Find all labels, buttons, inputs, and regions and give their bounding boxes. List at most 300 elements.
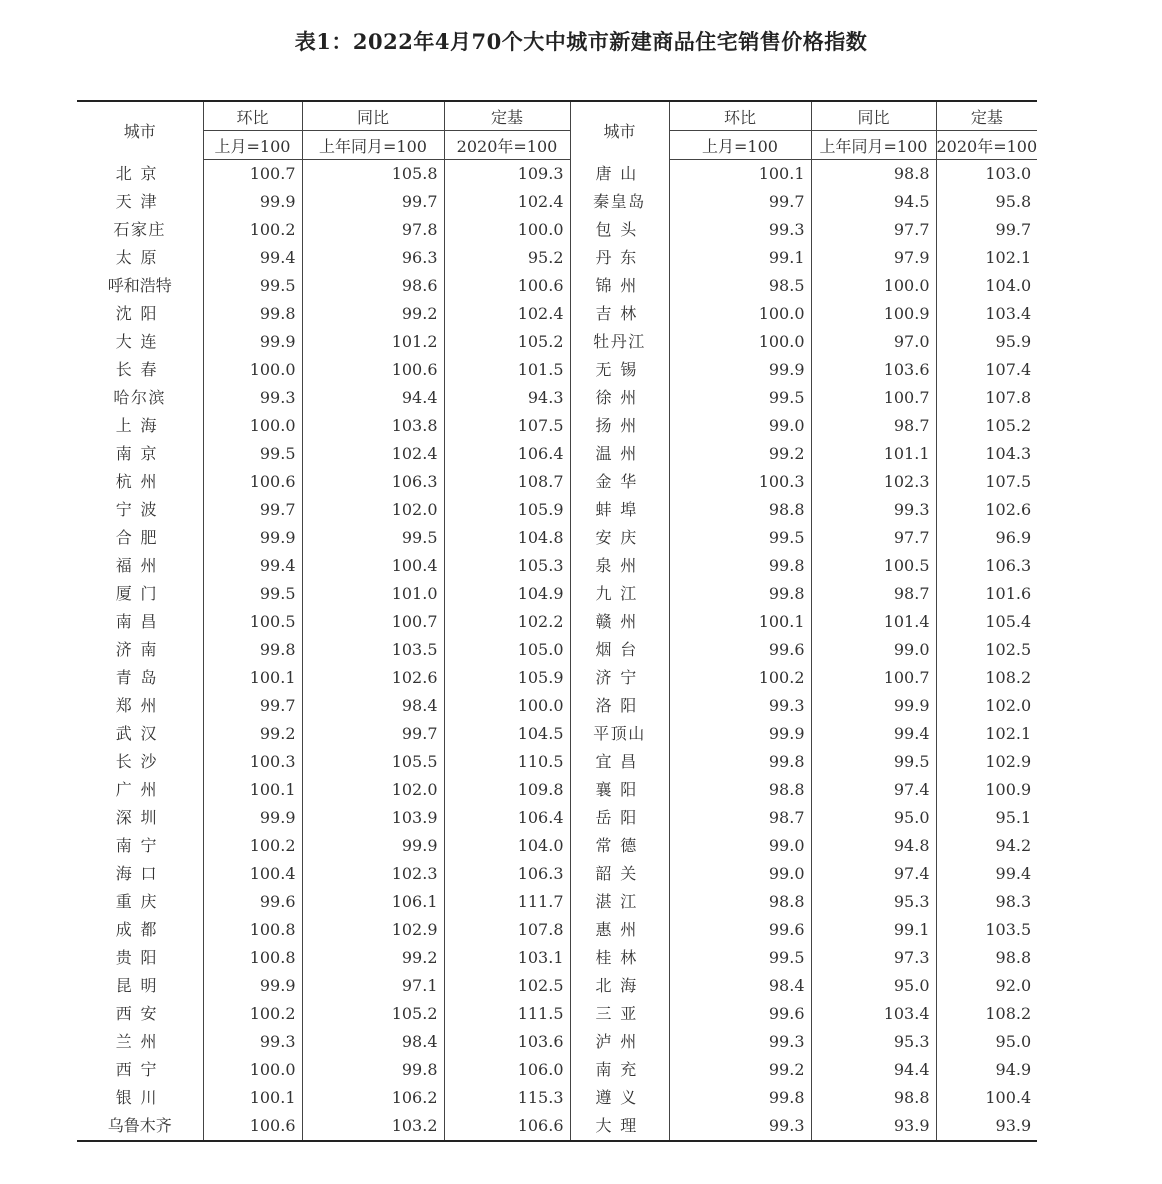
base-cell-right: 102.5 bbox=[985, 640, 1032, 659]
yoy-cell-left: 99.8 bbox=[302, 1056, 444, 1084]
yoy-cell-right: 100.7 bbox=[811, 384, 936, 412]
mom-cell-right: 99.0 bbox=[669, 412, 811, 440]
base-cell-right: 95.9 bbox=[995, 332, 1032, 351]
city-cell-left: 南宁 bbox=[77, 832, 203, 860]
yoy-cell-left: 106.2 bbox=[302, 1084, 444, 1112]
table-row bbox=[77, 636, 1037, 664]
base-cell-left: 107.5 bbox=[444, 412, 570, 440]
mom-cell-left: 100.5 bbox=[203, 608, 302, 636]
table-row bbox=[77, 160, 1037, 189]
yoy-cell-right: 97.7 bbox=[811, 216, 936, 244]
table-row bbox=[77, 524, 1037, 552]
yoy-cell-right: 95.0 bbox=[811, 804, 936, 832]
table-row bbox=[77, 1000, 1037, 1028]
base-cell-left: 100.6 bbox=[444, 272, 570, 300]
mom-cell-right: 99.2 bbox=[669, 1056, 811, 1084]
table-row bbox=[77, 860, 1037, 888]
base-cell-left: 107.8 bbox=[444, 916, 570, 944]
city-cell-left: 重庆 bbox=[77, 888, 203, 916]
base-cell-left: 105.9 bbox=[444, 664, 570, 692]
mom-cell-left: 100.7 bbox=[203, 160, 302, 189]
mom-cell-right: 99.2 bbox=[669, 440, 811, 468]
city-cell-left: 天津 bbox=[77, 188, 203, 216]
table-row bbox=[77, 552, 1037, 580]
city-cell-right: 锦州 bbox=[570, 272, 669, 300]
city-cell-left: 海口 bbox=[77, 860, 203, 888]
city-cell-left: 武汉 bbox=[77, 720, 203, 748]
mom-cell-left: 100.0 bbox=[203, 356, 302, 384]
mom-cell-left: 100.8 bbox=[203, 944, 302, 972]
city-cell-left: 济南 bbox=[77, 636, 203, 664]
mom-cell-right: 98.7 bbox=[669, 804, 811, 832]
yoy-cell-left: 100.7 bbox=[302, 608, 444, 636]
base-cell-right: 96.9 bbox=[995, 528, 1032, 547]
mom-cell-left: 100.1 bbox=[203, 664, 302, 692]
yoy-cell-left: 103.8 bbox=[302, 412, 444, 440]
base-cell-right: 95.0 bbox=[995, 1032, 1032, 1051]
base-cell-left: 104.8 bbox=[444, 524, 570, 552]
city-cell-right: 平顶山 bbox=[570, 720, 669, 748]
mom-cell-left: 99.5 bbox=[203, 440, 302, 468]
city-cell-right: 金华 bbox=[570, 468, 669, 496]
base-cell-left: 110.5 bbox=[444, 748, 570, 776]
base-cell-right: 95.8 bbox=[995, 192, 1032, 211]
yoy-cell-left: 101.0 bbox=[302, 580, 444, 608]
header-yoy-left: 同比 bbox=[302, 101, 444, 131]
yoy-cell-left: 103.2 bbox=[302, 1112, 444, 1141]
base-cell-right: 102.6 bbox=[985, 500, 1032, 519]
table-row bbox=[77, 1112, 1037, 1141]
base-cell-right: 95.1 bbox=[995, 808, 1032, 827]
table-row bbox=[77, 664, 1037, 692]
base-cell-right: 99.7 bbox=[995, 220, 1032, 239]
base-cell-left: 104.5 bbox=[444, 720, 570, 748]
city-cell-right: 南充 bbox=[570, 1056, 669, 1084]
yoy-cell-right: 97.0 bbox=[811, 328, 936, 356]
yoy-cell-left: 99.7 bbox=[302, 720, 444, 748]
mom-cell-right: 100.1 bbox=[669, 160, 811, 189]
city-cell-right: 桂林 bbox=[570, 944, 669, 972]
yoy-cell-right: 94.4 bbox=[811, 1056, 936, 1084]
yoy-cell-left: 106.1 bbox=[302, 888, 444, 916]
mom-cell-right: 99.8 bbox=[669, 580, 811, 608]
base-cell-left: 115.3 bbox=[444, 1084, 570, 1112]
city-cell-left: 广州 bbox=[77, 776, 203, 804]
yoy-cell-left: 102.4 bbox=[302, 440, 444, 468]
table-row bbox=[77, 1028, 1037, 1056]
mom-cell-left: 99.9 bbox=[203, 188, 302, 216]
yoy-cell-right: 95.3 bbox=[811, 888, 936, 916]
table-title: 表1：2022年4月70个大中城市新建商品住宅销售价格指数 bbox=[294, 29, 868, 54]
base-cell-right: 102.1 bbox=[985, 248, 1032, 267]
mom-cell-left: 99.6 bbox=[203, 888, 302, 916]
mom-cell-left: 100.8 bbox=[203, 916, 302, 944]
city-cell-right: 温州 bbox=[570, 440, 669, 468]
yoy-cell-left: 96.3 bbox=[302, 244, 444, 272]
table-row bbox=[77, 916, 1037, 944]
mom-cell-left: 99.9 bbox=[203, 524, 302, 552]
city-cell-right: 安庆 bbox=[570, 524, 669, 552]
table-row bbox=[77, 300, 1037, 328]
yoy-cell-left: 102.9 bbox=[302, 916, 444, 944]
base-cell-right: 102.9 bbox=[985, 752, 1032, 771]
city-cell-left: 南京 bbox=[77, 440, 203, 468]
base-cell-right: 94.2 bbox=[995, 836, 1032, 855]
table-row bbox=[77, 496, 1037, 524]
mom-cell-right: 99.3 bbox=[669, 692, 811, 720]
base-cell-right: 104.0 bbox=[985, 276, 1032, 295]
yoy-cell-left: 102.3 bbox=[302, 860, 444, 888]
city-cell-left: 乌鲁木齐 bbox=[77, 1112, 203, 1141]
base-cell-left: 103.6 bbox=[444, 1028, 570, 1056]
city-cell-left: 上海 bbox=[77, 412, 203, 440]
city-cell-left: 石家庄 bbox=[77, 216, 203, 244]
city-cell-right: 无锡 bbox=[570, 356, 669, 384]
base-cell-right: 93.9 bbox=[936, 1112, 1037, 1141]
yoy-cell-left: 103.9 bbox=[302, 804, 444, 832]
yoy-cell-left: 98.4 bbox=[302, 1028, 444, 1056]
yoy-cell-right: 94.8 bbox=[811, 832, 936, 860]
base-cell-right: 100.9 bbox=[985, 780, 1032, 799]
table-row bbox=[77, 244, 1037, 272]
mom-cell-right: 99.5 bbox=[669, 944, 811, 972]
yoy-cell-right: 98.7 bbox=[811, 412, 936, 440]
base-cell-left: 108.7 bbox=[444, 468, 570, 496]
city-cell-right: 大理 bbox=[570, 1112, 669, 1141]
city-cell-left: 成都 bbox=[77, 916, 203, 944]
yoy-cell-right: 103.6 bbox=[811, 356, 936, 384]
base-cell-left: 105.0 bbox=[444, 636, 570, 664]
yoy-cell-right: 101.1 bbox=[811, 440, 936, 468]
header-city-right: 城市 bbox=[570, 101, 669, 160]
mom-cell-right: 99.6 bbox=[669, 636, 811, 664]
base-cell-left: 95.2 bbox=[444, 244, 570, 272]
yoy-cell-left: 99.9 bbox=[302, 832, 444, 860]
yoy-cell-right: 97.4 bbox=[811, 776, 936, 804]
table-row bbox=[77, 776, 1037, 804]
mom-cell-left: 100.0 bbox=[203, 412, 302, 440]
base-cell-left: 106.4 bbox=[444, 440, 570, 468]
city-cell-left: 兰州 bbox=[77, 1028, 203, 1056]
price-index-table bbox=[77, 100, 1037, 1142]
city-cell-right: 遵义 bbox=[570, 1084, 669, 1112]
mom-cell-right: 99.3 bbox=[669, 1112, 811, 1141]
base-cell-right: 98.3 bbox=[995, 892, 1032, 911]
yoy-cell-right: 95.0 bbox=[811, 972, 936, 1000]
city-cell-right: 泉州 bbox=[570, 552, 669, 580]
city-cell-right: 宜昌 bbox=[570, 748, 669, 776]
city-cell-right: 吉林 bbox=[570, 300, 669, 328]
yoy-cell-left: 106.3 bbox=[302, 468, 444, 496]
city-cell-right: 韶关 bbox=[570, 860, 669, 888]
base-cell-right: 105.2 bbox=[985, 416, 1032, 435]
yoy-cell-right: 102.3 bbox=[811, 468, 936, 496]
yoy-cell-right: 99.9 bbox=[811, 692, 936, 720]
yoy-cell-right: 103.4 bbox=[811, 1000, 936, 1028]
city-cell-left: 南昌 bbox=[77, 608, 203, 636]
yoy-cell-right: 100.9 bbox=[811, 300, 936, 328]
table-row bbox=[77, 720, 1037, 748]
yoy-cell-left: 97.1 bbox=[302, 972, 444, 1000]
mom-cell-left: 99.8 bbox=[203, 636, 302, 664]
header-yoy-right: 同比 bbox=[811, 101, 936, 131]
base-cell-left: 111.7 bbox=[444, 888, 570, 916]
base-cell-left: 104.9 bbox=[444, 580, 570, 608]
yoy-cell-right: 94.5 bbox=[811, 188, 936, 216]
city-cell-left: 西安 bbox=[77, 1000, 203, 1028]
city-cell-right: 三亚 bbox=[570, 1000, 669, 1028]
mom-cell-left: 99.4 bbox=[203, 552, 302, 580]
mom-cell-left: 100.2 bbox=[203, 216, 302, 244]
table-row bbox=[77, 748, 1037, 776]
mom-cell-left: 99.9 bbox=[203, 804, 302, 832]
mom-cell-left: 99.5 bbox=[203, 272, 302, 300]
yoy-cell-right: 93.9 bbox=[811, 1112, 936, 1141]
mom-cell-right: 98.5 bbox=[669, 272, 811, 300]
yoy-cell-right: 97.9 bbox=[811, 244, 936, 272]
yoy-cell-right: 99.0 bbox=[811, 636, 936, 664]
yoy-cell-right: 101.4 bbox=[811, 608, 936, 636]
city-cell-left: 杭州 bbox=[77, 468, 203, 496]
mom-cell-left: 99.3 bbox=[203, 384, 302, 412]
table-row bbox=[77, 440, 1037, 468]
base-cell-left: 105.3 bbox=[444, 552, 570, 580]
base-cell-left: 100.0 bbox=[444, 692, 570, 720]
base-cell-right: 107.4 bbox=[985, 360, 1032, 379]
city-cell-right: 湛江 bbox=[570, 888, 669, 916]
mom-cell-right: 99.5 bbox=[669, 384, 811, 412]
table-row bbox=[77, 328, 1037, 356]
table-row bbox=[77, 1056, 1037, 1084]
mom-cell-right: 100.1 bbox=[669, 608, 811, 636]
base-cell-left: 103.1 bbox=[444, 944, 570, 972]
yoy-cell-left: 98.6 bbox=[302, 272, 444, 300]
mom-cell-right: 99.3 bbox=[669, 1028, 811, 1056]
mom-cell-right: 99.3 bbox=[669, 216, 811, 244]
city-cell-left: 福州 bbox=[77, 552, 203, 580]
mom-cell-left: 100.4 bbox=[203, 860, 302, 888]
city-cell-right: 岳阳 bbox=[570, 804, 669, 832]
base-cell-right: 105.4 bbox=[985, 612, 1032, 631]
base-cell-left: 109.3 bbox=[444, 160, 570, 189]
mom-cell-right: 100.3 bbox=[669, 468, 811, 496]
base-cell-right: 99.4 bbox=[995, 864, 1032, 883]
mom-cell-right: 99.8 bbox=[669, 552, 811, 580]
city-cell-left: 宁波 bbox=[77, 496, 203, 524]
mom-cell-right: 99.7 bbox=[669, 188, 811, 216]
city-cell-left: 银川 bbox=[77, 1084, 203, 1112]
mom-cell-right: 99.9 bbox=[669, 356, 811, 384]
base-cell-right: 108.2 bbox=[985, 668, 1032, 687]
header-base-right: 定基 bbox=[936, 101, 1037, 131]
header-yoy-sub-right: 上年同月=100 bbox=[811, 131, 936, 160]
mom-cell-right: 99.6 bbox=[669, 916, 811, 944]
base-cell-right: 104.3 bbox=[985, 444, 1032, 463]
mom-cell-right: 99.1 bbox=[669, 244, 811, 272]
base-cell-left: 104.0 bbox=[444, 832, 570, 860]
base-cell-right: 94.9 bbox=[995, 1060, 1032, 1079]
city-cell-right: 九江 bbox=[570, 580, 669, 608]
city-cell-right: 扬州 bbox=[570, 412, 669, 440]
mom-cell-right: 99.5 bbox=[669, 524, 811, 552]
mom-cell-right: 98.4 bbox=[669, 972, 811, 1000]
city-cell-right: 包头 bbox=[570, 216, 669, 244]
yoy-cell-right: 99.3 bbox=[811, 496, 936, 524]
base-cell-right: 98.8 bbox=[995, 948, 1032, 967]
base-cell-left: 94.3 bbox=[444, 384, 570, 412]
base-cell-left: 102.2 bbox=[444, 608, 570, 636]
yoy-cell-right: 97.7 bbox=[811, 524, 936, 552]
city-cell-left: 深圳 bbox=[77, 804, 203, 832]
yoy-cell-right: 97.4 bbox=[811, 860, 936, 888]
city-cell-right: 洛阳 bbox=[570, 692, 669, 720]
mom-cell-left: 100.0 bbox=[203, 1056, 302, 1084]
base-cell-right: 102.0 bbox=[985, 696, 1032, 715]
mom-cell-left: 99.4 bbox=[203, 244, 302, 272]
mom-cell-right: 99.8 bbox=[669, 748, 811, 776]
city-cell-right: 牡丹江 bbox=[570, 328, 669, 356]
mom-cell-left: 99.7 bbox=[203, 692, 302, 720]
mom-cell-left: 99.2 bbox=[203, 720, 302, 748]
base-cell-right: 107.5 bbox=[985, 472, 1032, 491]
header-mom-sub-left: 上月=100 bbox=[203, 131, 302, 160]
yoy-cell-left: 102.0 bbox=[302, 776, 444, 804]
header-base-sub-left: 2020年=100 bbox=[444, 131, 570, 160]
mom-cell-right: 99.6 bbox=[669, 1000, 811, 1028]
yoy-cell-left: 99.2 bbox=[302, 944, 444, 972]
yoy-cell-right: 99.4 bbox=[811, 720, 936, 748]
table-row bbox=[77, 384, 1037, 412]
city-cell-right: 烟台 bbox=[570, 636, 669, 664]
table-row bbox=[77, 692, 1037, 720]
yoy-cell-left: 99.5 bbox=[302, 524, 444, 552]
base-cell-left: 100.0 bbox=[444, 216, 570, 244]
yoy-cell-left: 97.8 bbox=[302, 216, 444, 244]
city-cell-right: 常德 bbox=[570, 832, 669, 860]
yoy-cell-left: 101.2 bbox=[302, 328, 444, 356]
header-yoy-sub-left: 上年同月=100 bbox=[302, 131, 444, 160]
base-cell-left: 102.5 bbox=[444, 972, 570, 1000]
base-cell-left: 106.4 bbox=[444, 804, 570, 832]
city-cell-right: 唐山 bbox=[570, 160, 669, 189]
city-cell-left: 哈尔滨 bbox=[77, 384, 203, 412]
base-cell-left: 106.0 bbox=[444, 1056, 570, 1084]
yoy-cell-right: 97.3 bbox=[811, 944, 936, 972]
mom-cell-right: 98.8 bbox=[669, 496, 811, 524]
yoy-cell-left: 94.4 bbox=[302, 384, 444, 412]
city-cell-left: 青岛 bbox=[77, 664, 203, 692]
base-cell-left: 105.2 bbox=[444, 328, 570, 356]
base-cell-right: 102.1 bbox=[985, 724, 1032, 743]
base-cell-left: 106.6 bbox=[444, 1112, 570, 1141]
table-row bbox=[77, 608, 1037, 636]
yoy-cell-left: 103.5 bbox=[302, 636, 444, 664]
mom-cell-left: 99.7 bbox=[203, 496, 302, 524]
city-cell-right: 襄阳 bbox=[570, 776, 669, 804]
base-cell-left: 106.3 bbox=[444, 860, 570, 888]
table-row bbox=[77, 972, 1037, 1000]
city-cell-left: 沈阳 bbox=[77, 300, 203, 328]
base-cell-left: 102.4 bbox=[444, 188, 570, 216]
yoy-cell-left: 102.6 bbox=[302, 664, 444, 692]
city-cell-right: 赣州 bbox=[570, 608, 669, 636]
yoy-cell-left: 102.0 bbox=[302, 496, 444, 524]
header-city-left: 城市 bbox=[77, 101, 203, 160]
city-cell-right: 济宁 bbox=[570, 664, 669, 692]
yoy-cell-left: 100.6 bbox=[302, 356, 444, 384]
yoy-cell-left: 105.8 bbox=[302, 160, 444, 189]
mom-cell-left: 100.6 bbox=[203, 468, 302, 496]
header-mom-left: 环比 bbox=[203, 101, 302, 131]
table-row bbox=[77, 216, 1037, 244]
base-cell-right: 106.3 bbox=[985, 556, 1032, 575]
table-row bbox=[77, 944, 1037, 972]
table-row bbox=[77, 1084, 1037, 1112]
header-mom-sub-right: 上月=100 bbox=[669, 131, 811, 160]
header-base-sub-right: 2020年=100 bbox=[936, 131, 1037, 160]
mom-cell-left: 100.3 bbox=[203, 748, 302, 776]
mom-cell-left: 100.1 bbox=[203, 776, 302, 804]
city-cell-left: 长春 bbox=[77, 356, 203, 384]
table-row bbox=[77, 832, 1037, 860]
city-cell-left: 北京 bbox=[77, 160, 203, 189]
mom-cell-left: 99.5 bbox=[203, 580, 302, 608]
yoy-cell-right: 99.5 bbox=[811, 748, 936, 776]
mom-cell-left: 100.2 bbox=[203, 832, 302, 860]
table-row bbox=[77, 888, 1037, 916]
city-cell-left: 长沙 bbox=[77, 748, 203, 776]
mom-cell-right: 99.0 bbox=[669, 860, 811, 888]
base-cell-left: 109.8 bbox=[444, 776, 570, 804]
mom-cell-right: 100.0 bbox=[669, 328, 811, 356]
table-row bbox=[77, 468, 1037, 496]
city-cell-right: 惠州 bbox=[570, 916, 669, 944]
city-cell-right: 蚌埠 bbox=[570, 496, 669, 524]
mom-cell-left: 99.3 bbox=[203, 1028, 302, 1056]
city-cell-right: 秦皇岛 bbox=[570, 188, 669, 216]
yoy-cell-right: 98.8 bbox=[811, 1084, 936, 1112]
table-row bbox=[77, 580, 1037, 608]
mom-cell-left: 100.1 bbox=[203, 1084, 302, 1112]
city-cell-left: 郑州 bbox=[77, 692, 203, 720]
city-cell-left: 大连 bbox=[77, 328, 203, 356]
base-cell-right: 107.8 bbox=[985, 388, 1032, 407]
base-cell-right: 103.0 bbox=[985, 164, 1032, 183]
base-cell-left: 102.4 bbox=[444, 300, 570, 328]
table-row bbox=[77, 412, 1037, 440]
city-cell-left: 西宁 bbox=[77, 1056, 203, 1084]
yoy-cell-left: 100.4 bbox=[302, 552, 444, 580]
mom-cell-right: 99.8 bbox=[669, 1084, 811, 1112]
mom-cell-right: 98.8 bbox=[669, 776, 811, 804]
yoy-cell-left: 105.2 bbox=[302, 1000, 444, 1028]
yoy-cell-left: 98.4 bbox=[302, 692, 444, 720]
base-cell-right: 100.4 bbox=[985, 1088, 1032, 1107]
mom-cell-right: 100.2 bbox=[669, 664, 811, 692]
city-cell-left: 合肥 bbox=[77, 524, 203, 552]
city-cell-right: 北海 bbox=[570, 972, 669, 1000]
mom-cell-left: 100.6 bbox=[203, 1112, 302, 1141]
base-cell-right: 92.0 bbox=[995, 976, 1032, 995]
yoy-cell-right: 99.1 bbox=[811, 916, 936, 944]
table-row bbox=[77, 804, 1037, 832]
header-base-left: 定基 bbox=[444, 101, 570, 131]
yoy-cell-left: 105.5 bbox=[302, 748, 444, 776]
mom-cell-right: 100.0 bbox=[669, 300, 811, 328]
base-cell-right: 103.5 bbox=[985, 920, 1032, 939]
base-cell-left: 111.5 bbox=[444, 1000, 570, 1028]
city-cell-left: 太原 bbox=[77, 244, 203, 272]
